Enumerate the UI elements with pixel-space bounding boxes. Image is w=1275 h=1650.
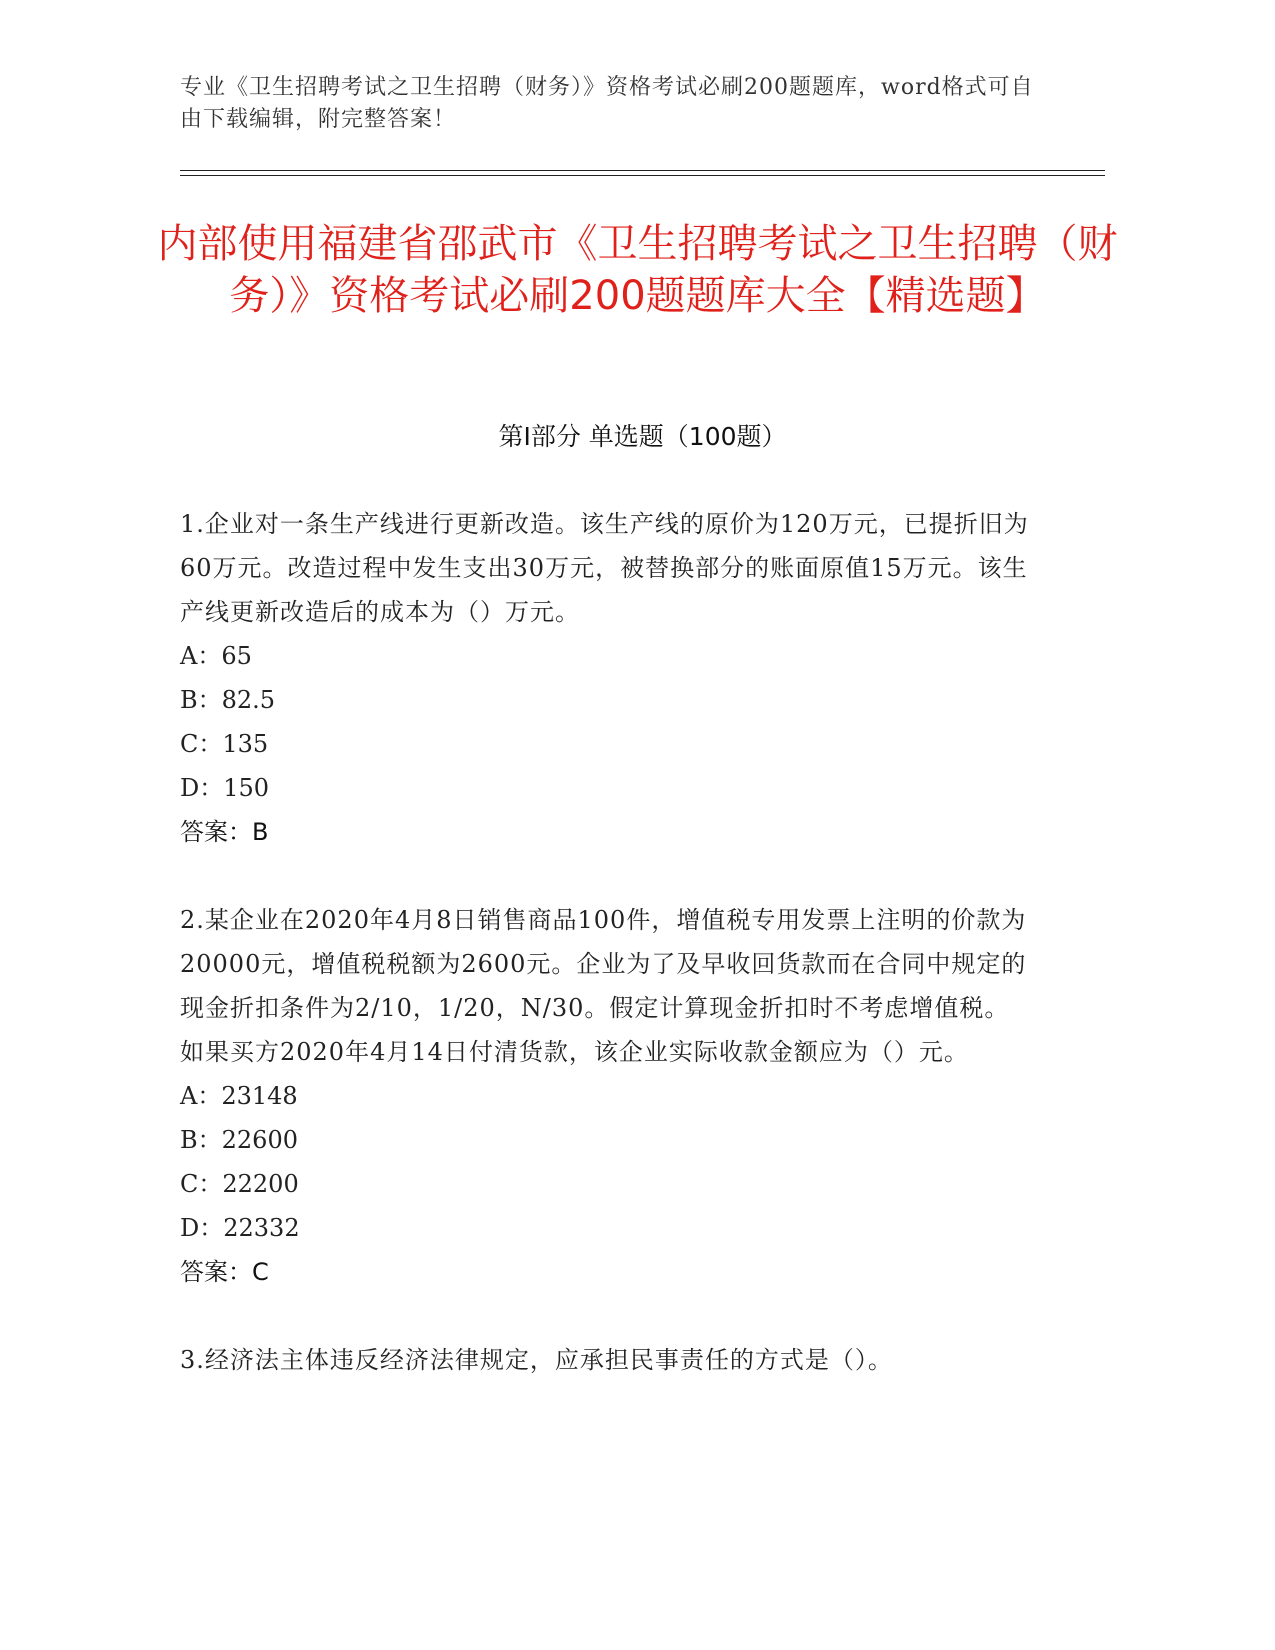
header-divider-bottom: [180, 175, 1105, 176]
option-b: B：22600: [180, 1126, 298, 1154]
answer-text: 答案：C: [180, 1258, 269, 1286]
option-c: C：135: [180, 730, 269, 758]
question-text: 1.企业对一条生产线进行更新改造。该生产线的原价为120万元，已提折旧为60万元。改造过程中发生支出30万元，被替换部分的账面原值15万元。该生产线更新改造后的成本为（）万元。: [180, 510, 1029, 626]
section-title: 第Ⅰ部分 单选题（100题）: [498, 422, 787, 451]
option-d: D：22332: [180, 1214, 300, 1242]
question-item: [180, 1338, 1030, 1382]
answer-text: 答案：B: [180, 818, 269, 846]
header-note: 专业《卫生招聘考试之卫生招聘（财务）》资格考试必刷200题题库，word格式可自由下载编辑，附完整答案！: [180, 75, 1034, 132]
option-a: A：23148: [180, 1082, 298, 1110]
question-item: [180, 502, 1030, 854]
question-text: 3.经济法主体违反经济法律规定，应承担民事责任的方式是（）。: [180, 1346, 893, 1374]
question-text: 2.某企业在2020年4月8日销售商品100件，增值税专用发票上注明的价款为20000元，增值税税额为2600元。企业为了及早收回货款而在合同中规定的现金折扣条件为2/10，1/20，N/30。假定计算现金折扣时不考虑增值税。如果买方2020年4月14日付清货款，该企业实际收款金额应为（）元。: [180, 906, 1027, 1066]
header-divider-top: [180, 170, 1105, 171]
document-title: 内部使用福建省邵武市《卫生招聘考试之卫生招聘（财务）》资格考试必刷200题题库大全【精选题】: [157, 221, 1118, 319]
question-item: [180, 898, 1030, 1294]
question-list: [180, 502, 1030, 1426]
option-c: C：22200: [180, 1170, 299, 1198]
option-a: A：65: [180, 642, 252, 670]
option-b: B：82.5: [180, 686, 276, 714]
option-d: D：150: [180, 774, 270, 802]
